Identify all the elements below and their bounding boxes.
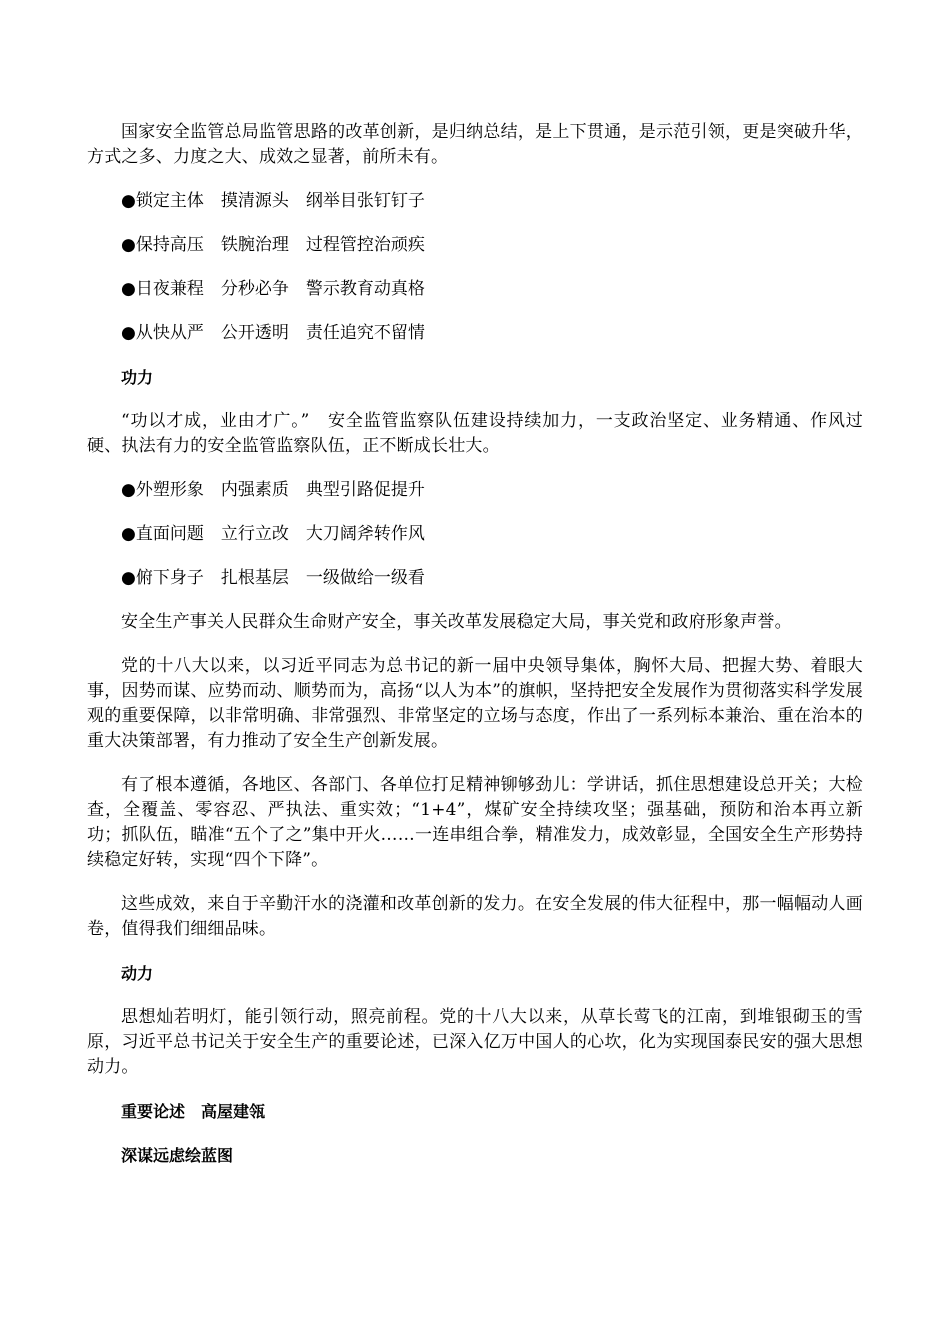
paragraph-results: 这些成效，来自于辛勤汗水的浇灌和改革创新的发力。在安全发展的伟大征程中，那一幅幅动人画卷，值得我们细细品味。 [87, 894, 863, 939]
section-heading-blueprint: 深谋远虑绘蓝图 [121, 1146, 234, 1165]
section-heading-gongli: 功力 [121, 368, 154, 387]
paragraph-team: “功以才成，业由才广。” 安全监管监察队伍建设持续加力，一支政治坚定、业务精通、作风过硬、执法有力的安全监管监察队伍，正不断成长壮大。 [87, 411, 863, 456]
document-body [87, 120, 863, 1187]
paragraph-actions: 有了根本遵循，各地区、各部门、各单位打足精神铆够劲儿：学讲话，抓住思想建设总开关；大检查，全覆盖、零容忍、严执法、重实效；“1+4”，煤矿安全持续攻坚；强基础，预防和治本再立新功；抓队伍，瞄准“五个了之”集中开火……一连串组合拳，精准发力，成效彰显，全国安全生产形势持续稳定好转，实现“四个下降”。 [87, 775, 863, 870]
section-heading-important-discourse: 重要论述 高屋建瓴 [121, 1102, 266, 1121]
list-item: ●直面问题 立行立改 大刀阔斧转作风 [121, 524, 425, 544]
list-item: ●日夜兼程 分秒必争 警示教育动真格 [121, 279, 425, 299]
paragraph-eighteenth-congress: 党的十八大以来，以习近平同志为总书记的新一届中央领导集体，胸怀大局、把握大势、着眼大事，因势而谋、应势而动、顺势而为，高扬“以人为本”的旗帜，坚持把安全发展作为贯彻落实科学发展观的重要保障，以非常明确、非常强烈、非常坚定的立场与态度，作出了一系列标本兼治、重在治本的重大决策部署，有力推动了安全生产创新发展。 [87, 656, 863, 751]
list-item: ●保持高压 铁腕治理 过程管控治顽疾 [121, 235, 425, 255]
section-heading-dongli: 动力 [121, 964, 154, 983]
list-item: ●俯下身子 扎根基层 一级做给一级看 [121, 568, 425, 588]
list-item: ●锁定主体 摸清源头 纲举目张钉钉子 [121, 191, 425, 211]
paragraph-reform: 国家安全监管总局监管思路的改革创新，是归纳总结，是上下贯通，是示范引领，更是突破升华，方式之多、力度之大、成效之显著，前所未有。 [87, 122, 863, 167]
paragraph-safety: 安全生产事关人民群众生命财产安全，事关改革发展稳定大局，事关党和政府形象声誉。 [121, 612, 792, 632]
paragraph-thought: 思想灿若明灯，能引领行动，照亮前程。党的十八大以来，从草长莺飞的江南，到堆银砌玉的雪原，习近平总书记关于安全生产的重要论述，已深入亿万中国人的心坎，化为实现国泰民安的强大思想动力。 [87, 1007, 863, 1077]
list-item: ●从快从严 公开透明 责任追究不留情 [121, 323, 425, 343]
list-item: ●外塑形象 内强素质 典型引路促提升 [121, 480, 425, 500]
